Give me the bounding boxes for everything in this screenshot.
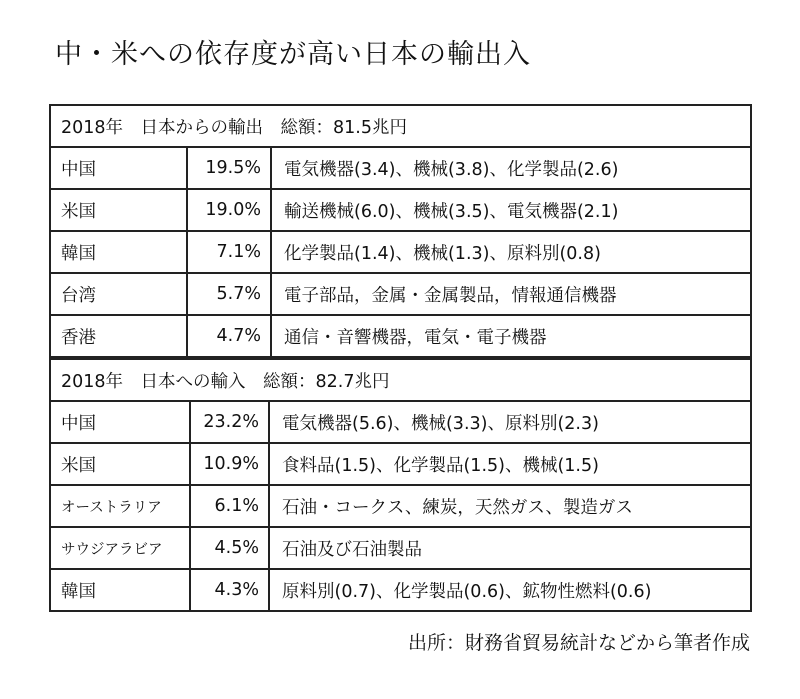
goods-cell: 食料品(1.5)、化学製品(1.5)、機械(1.5): [269, 443, 751, 485]
table-row: [50, 231, 751, 273]
country-cell: 韓国: [50, 569, 190, 611]
share-cell: 7.1%: [187, 231, 271, 273]
export-table-header-row: [50, 105, 751, 147]
share-cell: 23.2%: [190, 401, 269, 443]
table-row: [50, 273, 751, 315]
table-row: [50, 189, 751, 231]
table-row: [50, 569, 751, 611]
table-row: [50, 443, 751, 485]
share-cell: 5.7%: [187, 273, 271, 315]
goods-cell: 電気機器(3.4)、機械(3.8)、化学製品(2.6): [271, 147, 751, 189]
goods-cell: 電気機器(5.6)、機械(3.3)、原料別(2.3): [269, 401, 751, 443]
table-row: [50, 485, 751, 527]
table-row: [50, 147, 751, 189]
table-row: [50, 527, 751, 569]
export-table: [49, 104, 752, 358]
country-cell: オーストラリア: [50, 485, 190, 527]
goods-cell: 化学製品(1.4)、機械(1.3)、原料別(0.8): [271, 231, 751, 273]
page-title: 中・米への依存度が高い日本の輸出入: [55, 39, 531, 70]
goods-cell: 原料別(0.7)、化学製品(0.6)、鉱物性燃料(0.6): [269, 569, 751, 611]
country-cell: 中国: [50, 147, 187, 189]
share-cell: 19.5%: [187, 147, 271, 189]
table-row: [50, 401, 751, 443]
country-cell: 米国: [50, 189, 187, 231]
import-table-header: 2018年 日本への輸入 総額：82.7兆円: [50, 359, 751, 401]
goods-cell: 石油及び石油製品: [269, 527, 751, 569]
country-cell: 米国: [50, 443, 190, 485]
goods-cell: 電子部品，金属・金属製品，情報通信機器: [271, 273, 751, 315]
country-cell: 香港: [50, 315, 187, 357]
country-cell: 中国: [50, 401, 190, 443]
share-cell: 4.3%: [190, 569, 269, 611]
export-table-header: 2018年 日本からの輸出 総額：81.5兆円: [50, 105, 751, 147]
source-note: 出所：財務省貿易統計などから筆者作成: [407, 632, 750, 654]
goods-cell: 通信・音響機器，電気・電子機器: [271, 315, 751, 357]
share-cell: 6.1%: [190, 485, 269, 527]
import-table: [49, 358, 752, 612]
share-cell: 10.9%: [190, 443, 269, 485]
country-cell: サウジアラビア: [50, 527, 190, 569]
goods-cell: 石油・コークス、練炭，天然ガス、製造ガス: [269, 485, 751, 527]
goods-cell: 輸送機械(6.0)、機械(3.5)、電気機器(2.1): [271, 189, 751, 231]
country-cell: 韓国: [50, 231, 187, 273]
share-cell: 4.7%: [187, 315, 271, 357]
country-cell: 台湾: [50, 273, 187, 315]
table-row: [50, 315, 751, 357]
share-cell: 4.5%: [190, 527, 269, 569]
share-cell: 19.0%: [187, 189, 271, 231]
import-table-header-row: [50, 359, 751, 401]
